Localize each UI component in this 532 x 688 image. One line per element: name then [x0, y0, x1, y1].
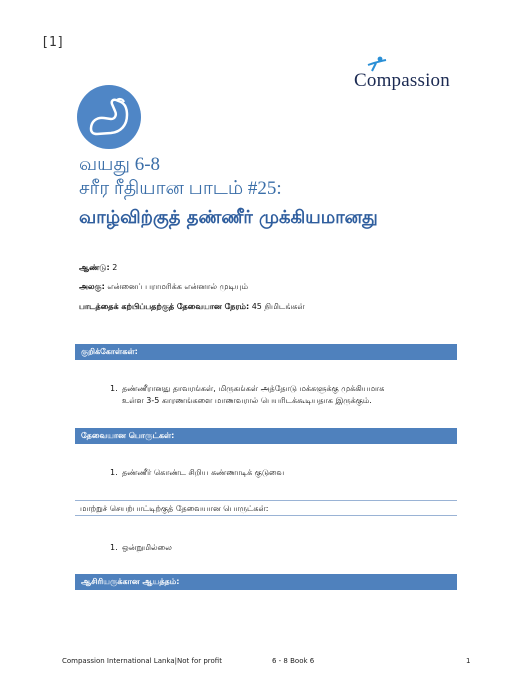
materials-number: 1.: [110, 468, 118, 477]
compassion-logo: [352, 56, 460, 96]
lesson-number: சரீர ரீதியான பாடம் #25:: [79, 178, 282, 199]
age-range: வயது 6-8: [79, 154, 161, 175]
time-value: 45 நிமிடங்கள்: [251, 302, 305, 311]
time-label: பாடத்தைக் கற்பிப்பதற்குத் தேவையான நேரம்:: [79, 302, 250, 311]
unit-label: அலகு:: [79, 282, 105, 291]
materials-text: தண்ணீர் கொண்ட சிறிய கண்ணாடிக் குடுவை: [122, 468, 285, 477]
year-value: 2: [112, 263, 118, 272]
alt-materials-number: 1.: [110, 543, 118, 552]
footer-book: 6 - 8 Book 6: [272, 657, 315, 665]
objectives-header: [75, 344, 457, 360]
flexed-arm-icon: [77, 85, 141, 149]
logo-text: Compassion: [354, 70, 450, 91]
alt-materials-heading: மாற்றுச் செயற்பாட்டிற்குத் தேவையான பொருட்கள்:: [80, 504, 269, 513]
objective-text-line-1: தண்ணீரானது தாவரங்கள், மிருகங்கள் அத்தோடு மக்களுக்கு முக்கியமாக: [122, 384, 385, 393]
objective-item: [110, 383, 440, 407]
year-label: ஆண்டு:: [79, 263, 110, 272]
alt-materials-header: [75, 500, 457, 516]
alt-materials-text: ஒன்றுமில்லை: [122, 543, 172, 552]
page-index-tag: [1]: [41, 35, 65, 50]
footer-organization: Compassion International Lanka|Not for profit: [62, 657, 222, 665]
materials-item: [110, 467, 284, 479]
physical-lesson-badge: [77, 85, 141, 149]
year-line: [79, 263, 117, 273]
footer-page-number: 1: [466, 657, 471, 665]
lesson-title: வாழ்விற்குத் தண்ணீர் முக்கியமானது: [79, 207, 378, 228]
teacher-prep-heading: ஆசிரியருக்கான ஆயத்தம்:: [81, 577, 180, 586]
materials-heading: தேவையான பொருட்கள்:: [81, 431, 175, 440]
objective-text-line-2: உள்ள 3-5 காரணங்களை மாணவரால் பெயரிடக்கூடியதாக இருக்கும்.: [122, 396, 372, 405]
materials-header: [75, 428, 457, 444]
unit-line: [79, 282, 248, 292]
teacher-prep-header: [75, 574, 457, 590]
unit-value: என்னைப் பராமரிக்க என்னால் முடியும்: [107, 282, 249, 291]
objectives-heading: குறிக்கோள்கள்:: [81, 347, 138, 356]
alt-materials-item: [110, 542, 172, 554]
objective-number: 1.: [110, 384, 118, 393]
time-line: [79, 302, 305, 312]
